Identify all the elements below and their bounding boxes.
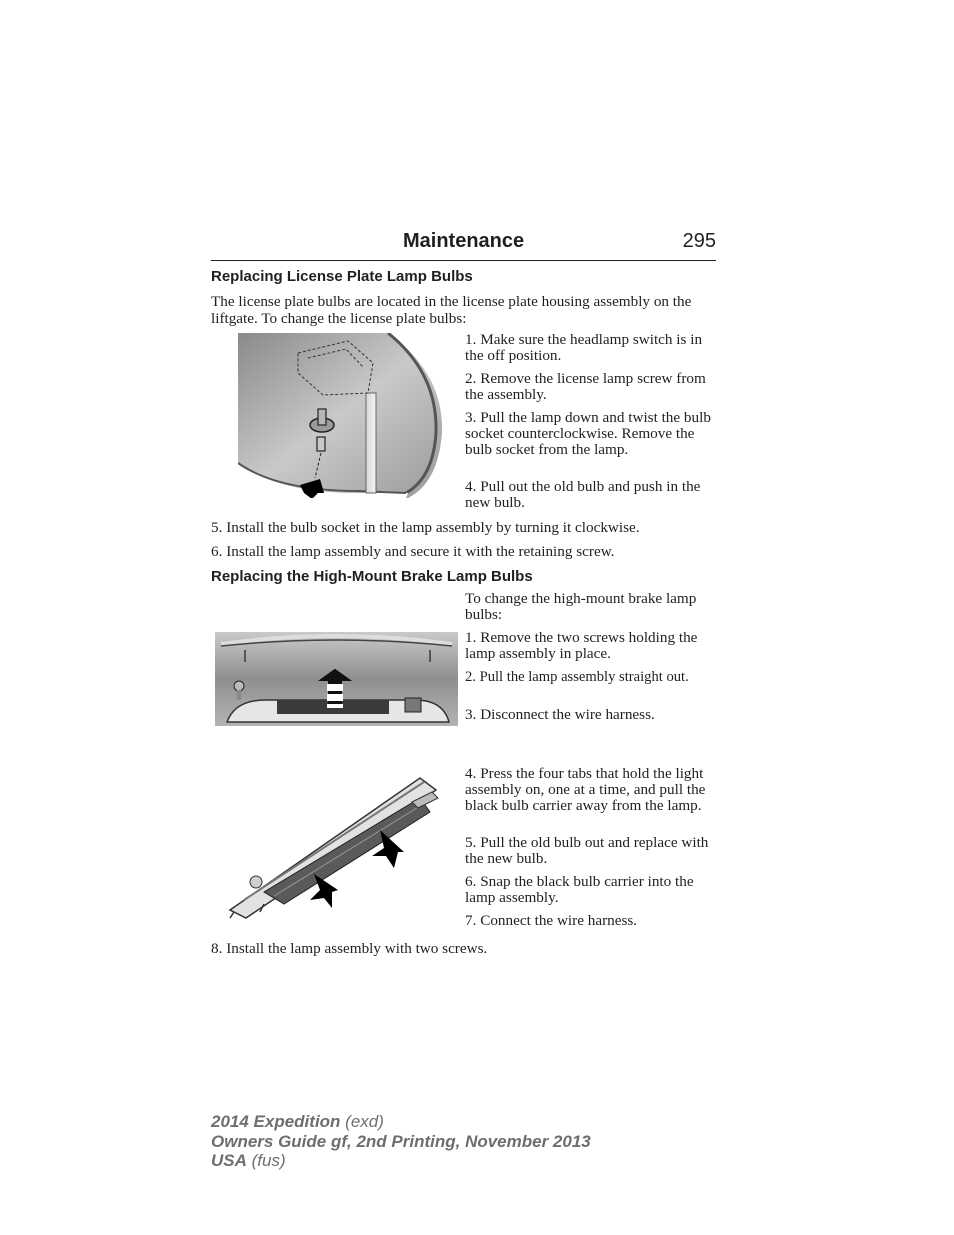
license-plate-intro: The license plate bulbs are located in the license plate housing assembly on the liftgate. To change the license plate bulbs: bbox=[211, 293, 692, 327]
heading-license-plate: Replacing License Plate Lamp Bulbs bbox=[211, 268, 473, 285]
footer-model-line bbox=[211, 1112, 591, 1132]
footer-market: USA bbox=[211, 1151, 247, 1170]
license-step-2: 2. Remove the license lamp screw from the assembly. bbox=[465, 370, 706, 403]
page-footer bbox=[211, 1112, 591, 1171]
page-number: 295 bbox=[682, 230, 716, 252]
license-step-1: 1. Make sure the headlamp switch is in the off position. bbox=[465, 331, 703, 364]
footer-market-line bbox=[211, 1151, 591, 1171]
bulb-carrier-illustration bbox=[224, 772, 440, 920]
brake-step-2: 2. Pull the lamp assembly straight out. bbox=[465, 669, 689, 685]
footer-guide-line bbox=[211, 1132, 591, 1152]
brake-step-4: 4. Press the four tabs that hold the light assembly on, one at a time, and pull the black bulb carrier away from the lamp. bbox=[465, 765, 706, 814]
footer-guide: Owners Guide gf, 2nd Printing, November 2013 bbox=[211, 1131, 591, 1151]
license-step-3: 3. Pull the lamp down and twist the bulb socket counterclockwise. Remove the bulb socket from the lamp. bbox=[465, 409, 711, 458]
page-header bbox=[211, 230, 716, 261]
license-step-4: 4. Pull out the old bulb and push in the new bulb. bbox=[465, 478, 701, 511]
footer-model-code: (exd) bbox=[345, 1112, 384, 1131]
brake-step-3: 3. Disconnect the wire harness. bbox=[465, 706, 655, 723]
brake-lamp-intro: To change the high-mount brake lamp bulbs: bbox=[465, 590, 697, 623]
brake-step-7: 7. Connect the wire harness. bbox=[465, 912, 638, 929]
brake-step-5: 5. Pull the old bulb out and replace with the new bulb. bbox=[465, 834, 709, 867]
footer-model: 2014 Expedition bbox=[211, 1112, 341, 1131]
section-title: Maintenance bbox=[403, 230, 525, 252]
license-step-5: 5. Install the bulb socket in the lamp assembly by turning it clockwise. bbox=[211, 519, 640, 536]
brake-lamp-illustration bbox=[215, 632, 458, 726]
license-step-6: 6. Install the lamp assembly and secure it with the retaining screw. bbox=[211, 543, 615, 560]
license-plate-lamp-illustration bbox=[238, 333, 444, 498]
brake-step-8: 8. Install the lamp assembly with two screws. bbox=[211, 940, 488, 957]
footer-market-code: (fus) bbox=[251, 1151, 286, 1170]
brake-step-1: 1. Remove the two screws holding the lamp assembly in place. bbox=[465, 629, 698, 662]
brake-step-6: 6. Snap the black bulb carrier into the lamp assembly. bbox=[465, 873, 694, 906]
heading-brake-lamp: Replacing the High-Mount Brake Lamp Bulbs bbox=[211, 568, 533, 585]
